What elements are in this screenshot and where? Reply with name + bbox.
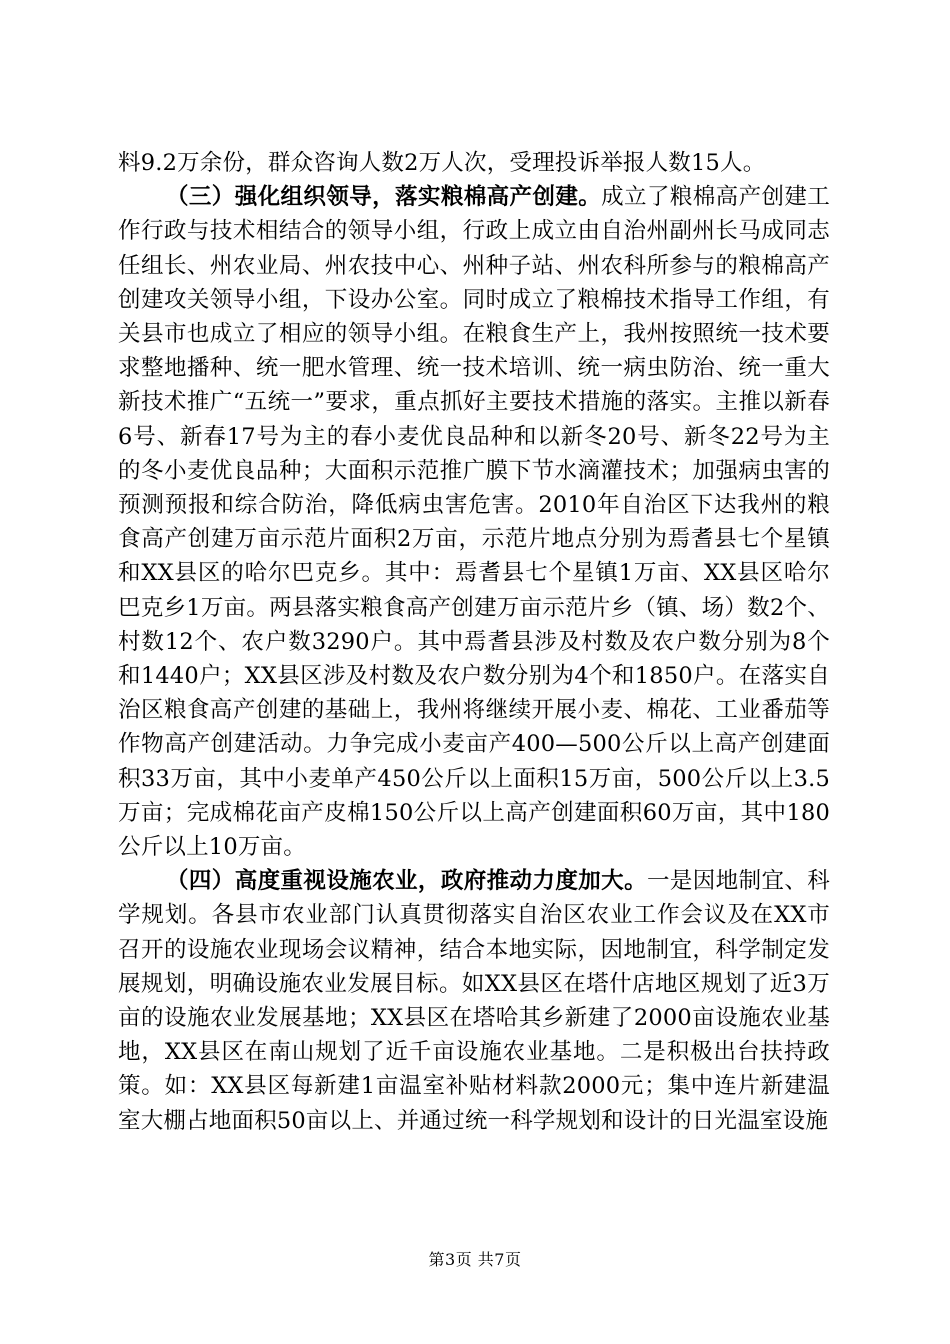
page-number-footer: 第3页 共7页 — [428, 1250, 522, 1269]
paragraph-text: 一是因地制宜、科学规划。各县市农业部门认真贯彻落实自治区农业工作会议及在XX市召开的设施农业现场会议精神，结合本地实际，因地制宜，科学制定发展规划，明确设施农业发展目标。如XX县区在塔什店地区规划了近3万亩的设施农业发展基地；XX县区在塔哈其乡新建了2000亩设施农业基地，XX县区在南山规划了近千亩设施农业基地。二是积极出台扶持政策。如：XX县区每新建1亩温室补贴材料款2000元；集中连片新建温室大棚占地面积50亩以上、并通过统一科学规划和设计的日光温室设施 — [118, 868, 830, 1134]
section-heading-4: （四）高度重视设施农业，政府推动力度加大。 — [166, 868, 647, 895]
paragraph-section-3 — [118, 180, 830, 864]
paragraph-continuation — [118, 146, 830, 180]
paragraph-text: 成立了粮棉高产创建工作行政与技术相结合的领导小组，行政上成立由自治州副州长马成同志任组长、州农业局、州农技中心、州种子站、州农科所参与的粮棉高产创建攻关领导小组，下设办公室。同时成立了粮棉技术指导工作组，有关县市也成立了相应的领导小组。在粮食生产上，我州按照统一技术要求整地播种、统一肥水管理、统一技术培训、统一病虫防治、统一重大新技术推广“五统一”要求，重点抓好主要技术措施的落实。主推以新春6号、新春17号为主的春小麦优良品种和以新冬20号、新冬22号为主的冬小麦优良品种；大面积示范推广膜下节水滴灌技术；加强病虫害的预测预报和综合防治，降低病虫害危害。2010年自治区下达我州的粮食高产创建万亩示范片面积2万亩，示范片地点分别为焉耆县七个星镇和XX县区的哈尔巴克乡。其中：焉耆县七个星镇1万亩、XX县区哈尔巴克乡1万亩。两县落实粮食高产创建万亩示范片乡（镇、场）数2个、村数12个、农户数3290户。其中焉耆县涉及村数及农户数分别为8个和1440户；XX县区涉及村数及农户数分别为4个和1850户。在落实自治区粮食高产创建的基础上，我州将继续开展小麦、棉花、工业番茄等作物高产创建活动。力争完成小麦亩产400—500公斤以上高产创建面积33万亩，其中小麦单产450公斤以上面积15万亩，500公斤以上3.5万亩；完成棉花亩产皮棉150公斤以上高产创建面积60万亩，其中180公斤以上10万亩。 — [118, 184, 830, 861]
paragraph-section-4 — [118, 864, 830, 1138]
document-body — [118, 146, 830, 1138]
paragraph-text: 料9.2万余份，群众咨询人数2万人次，受理投诉举报人数15人。 — [118, 150, 766, 176]
section-heading-3: （三）强化组织领导，落实粮棉高产创建。 — [166, 184, 602, 211]
